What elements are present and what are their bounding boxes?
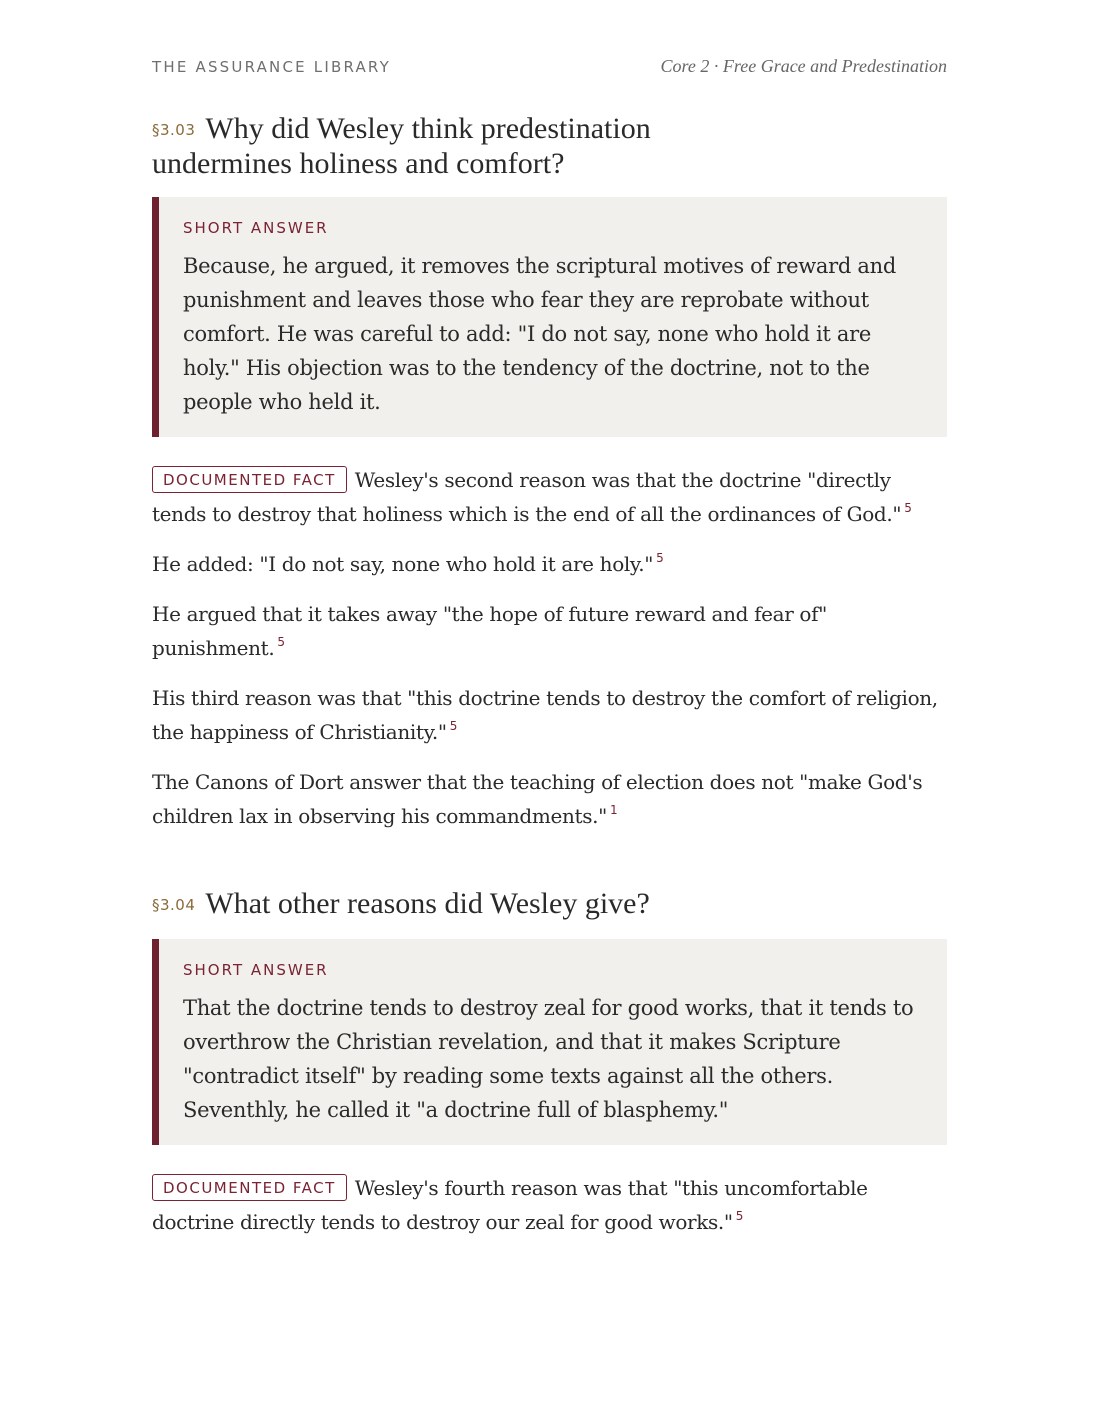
- short-answer-box: [152, 939, 947, 1145]
- section-number: §3.03: [152, 121, 196, 139]
- running-head: [152, 56, 947, 80]
- documented-fact-badge: DOCUMENTED FACT: [152, 466, 347, 493]
- footnote-ref[interactable]: 1: [609, 803, 618, 817]
- short-answer-box: [152, 197, 947, 437]
- short-answer-text: Because, he argued, it removes the scriptural motives of reward and punishment and leaves those who fear they are reprobate without comfort. He was careful to add: "I do not say, none who hold it are holy." His objection was to the tendency of the doctrine, not to the people who held it.: [183, 254, 896, 414]
- section-number: §3.04: [152, 896, 196, 914]
- short-answer-label: SHORT ANSWER: [183, 219, 329, 237]
- section-3-03: [152, 112, 947, 849]
- footnote-ref[interactable]: 5: [656, 551, 664, 565]
- paragraph-text: Wesley's second reason was that the doctrine "directly tends to destroy that holiness which is the end of all the ordinances of God.": [152, 468, 902, 526]
- paragraph: [152, 463, 947, 531]
- paragraph: [152, 1171, 947, 1239]
- footnote-ref[interactable]: 5: [735, 1209, 744, 1223]
- paragraph-text: The Canons of Dort answer that the teaching of election does not "make God's children lax in observing his commandments.": [152, 770, 923, 828]
- question-text: What other reasons did Wesley give?: [205, 887, 650, 920]
- question-heading: [152, 887, 947, 922]
- short-answer-label: SHORT ANSWER: [183, 961, 329, 979]
- footnote-ref[interactable]: 5: [277, 635, 285, 649]
- paragraph: [152, 547, 947, 581]
- chapter-name: Core 2 · Free Grace and Predestination: [660, 56, 947, 76]
- section-3-04: [152, 887, 947, 1255]
- question-text: Why did Wesley think predestination undermines holiness and comfort?: [152, 112, 651, 180]
- footnote-ref[interactable]: 5: [449, 719, 458, 733]
- paragraph: [152, 765, 947, 833]
- paragraph: [152, 681, 947, 749]
- question-heading: [152, 112, 712, 180]
- paragraph: [152, 597, 947, 665]
- short-answer-text: That the doctrine tends to destroy zeal for good works, that it tends to overthrow the Christian revelation, and that it makes Scripture "contradict itself" by reading some texts against all the others. Seventhly, he called it "a doctrine full of blasphemy.": [183, 996, 914, 1122]
- paragraph-text: Wesley's fourth reason was that "this uncomfortable doctrine directly tends to destroy our zeal for good works.": [152, 1176, 868, 1234]
- library-name: THE ASSURANCE LIBRARY: [152, 58, 391, 76]
- footnote-ref[interactable]: 5: [904, 501, 912, 515]
- paragraph-text: He added: "I do not say, none who hold it are holy.": [152, 552, 654, 576]
- paragraph-text: His third reason was that "this doctrine tends to destroy the comfort of religion, the happiness of Christianity.": [152, 686, 938, 744]
- documented-fact-badge: DOCUMENTED FACT: [152, 1174, 347, 1201]
- paragraph-text: He argued that it takes away "the hope of future reward and fear of" punishment.: [152, 602, 828, 660]
